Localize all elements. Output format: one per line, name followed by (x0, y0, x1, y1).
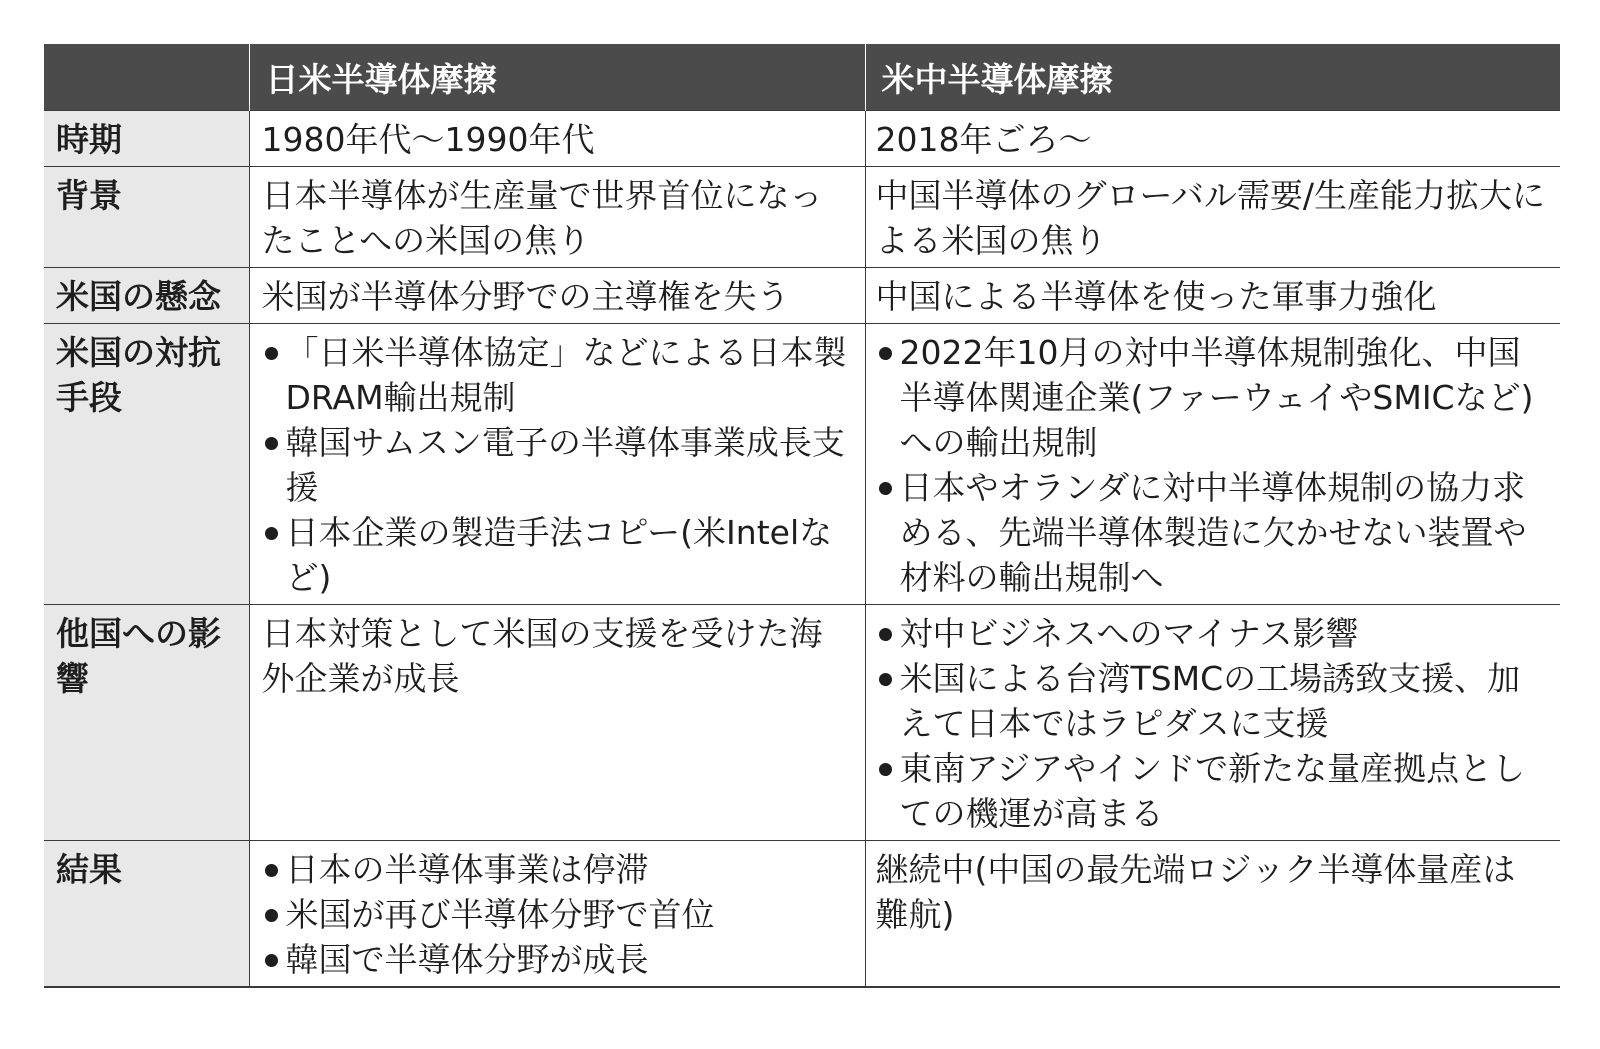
list-item: 「日米半導体協定」などによる日本製DRAM輸出規制 (262, 330, 853, 420)
bullet-list (262, 847, 853, 982)
list-item: 韓国サムスン電子の半導体事業成長支援 (262, 420, 853, 510)
cell-us-japan-background: 日本半導体が生産量で世界首位になったことへの米国の焦り (249, 167, 865, 268)
list-item: 東南アジアやインドで新たな量産拠点としての機運が高まる (876, 746, 1549, 836)
list-item: 2022年10月の対中半導体規制強化、中国半導体関連企業(ファーウェイやSMICなど)への輸出規制 (876, 330, 1549, 465)
column-header-us-japan: 日米半導体摩擦 (249, 44, 865, 111)
bullet-list (262, 330, 853, 600)
row-label-us-countermeasures: 米国の対抗手段 (44, 324, 249, 605)
cell-us-china-impact (865, 605, 1560, 841)
table-row-background (44, 167, 1560, 268)
cell-us-japan-countermeasures (249, 324, 865, 605)
row-label-impact-on-other-countries: 他国への影響 (44, 605, 249, 841)
list-item: 韓国で半導体分野が成長 (262, 937, 853, 982)
list-item: 対中ビジネスへのマイナス影響 (876, 611, 1549, 656)
list-item: 日本企業の製造手法コピー(米Intelなど) (262, 510, 853, 600)
cell-us-china-result: 継続中(中国の最先端ロジック半導体量産は難航) (865, 841, 1560, 988)
list-item: 日本の半導体事業は停滞 (262, 847, 853, 892)
header-row (44, 44, 1560, 111)
table-row-us-concern (44, 268, 1560, 324)
list-item: 米国による台湾TSMCの工場誘致支援、加えて日本ではラピダスに支援 (876, 656, 1549, 746)
table-row-result (44, 841, 1560, 988)
corner-header-cell (44, 44, 249, 111)
row-label-result: 結果 (44, 841, 249, 988)
comparison-table (44, 44, 1560, 988)
list-item: 日本やオランダに対中半導体規制の協力求める、先端半導体製造に欠かせない装置や材料の輸出規制へ (876, 465, 1549, 600)
bullet-list (876, 611, 1549, 836)
cell-us-japan-period: 1980年代〜1990年代 (249, 111, 865, 167)
row-label-period: 時期 (44, 111, 249, 167)
cell-us-japan-result (249, 841, 865, 988)
cell-us-china-countermeasures (865, 324, 1560, 605)
row-label-background: 背景 (44, 167, 249, 268)
cell-us-japan-concern: 米国が半導体分野での主導権を失う (249, 268, 865, 324)
column-header-us-china: 米中半導体摩擦 (865, 44, 1560, 111)
cell-us-china-concern: 中国による半導体を使った軍事力強化 (865, 268, 1560, 324)
table-row-period (44, 111, 1560, 167)
cell-us-china-period: 2018年ごろ〜 (865, 111, 1560, 167)
row-label-us-concern: 米国の懸念 (44, 268, 249, 324)
bullet-list (876, 330, 1549, 600)
cell-us-japan-impact: 日本対策として米国の支援を受けた海外企業が成長 (249, 605, 865, 841)
table-row-impact-on-other-countries (44, 605, 1560, 841)
table-row-us-countermeasures (44, 324, 1560, 605)
list-item: 米国が再び半導体分野で首位 (262, 892, 853, 937)
cell-us-china-background: 中国半導体のグローバル需要/生産能力拡大による米国の焦り (865, 167, 1560, 268)
